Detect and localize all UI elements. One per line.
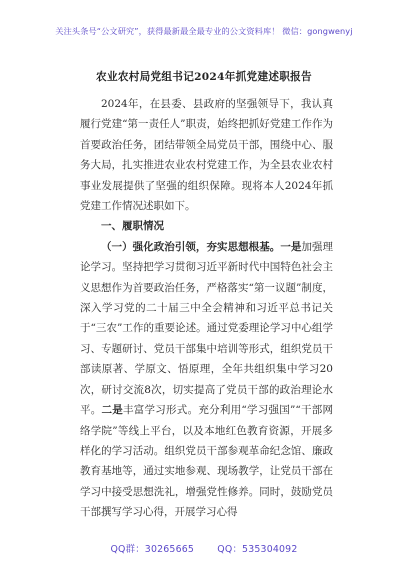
footer-qq-group: QQ群：30265665 <box>110 544 195 555</box>
document-body <box>80 94 333 523</box>
footer-qq: QQ：535304092 <box>217 544 298 555</box>
paragraph-text-1: 加强理论学习。坚持把学习贯彻习近平新时代中国特色社会主义思想作为首要政治任务，严格落实“第一议题”制度，深入学习党的二十届三中全会精神和习近平总书记关于“三农”工作的重要论述。通过党委理论学习中心组学习、专题研讨、党员干部集中培训等形式，组织党员干部读原著、学原文、悟原理，全年共组织集中学习20次，研讨交流8次，切实提高了党员干部的政治理论水平。 <box>80 240 334 417</box>
lead-marker-2: 二是 <box>101 404 124 417</box>
subsection-paragraph <box>80 237 333 523</box>
paragraph-text-2: 丰富学习形式。充分利用“学习强国”“干部网络学院”等线上平台，以及本地红色教育资源，开展多样化的学习活动。组织党员干部参观革命纪念馆、廉政教育基地等，通过实地参观、现场教学，让党员干部在学习中接受思想洗礼，增强党性修养。同时，鼓励党员干部撰写学习心得，开展学习心得 <box>80 404 334 519</box>
intro-paragraph: 2024年，在县委、县政府的坚强领导下，我认真履行党建“第一责任人”职责，始终把抓好党建工作作为首要政治任务，团结带领全局党员干部，围绕中心、服务大局，扎实推进农业农村党建工作，为全县农业农村事业发展提供了坚强的组织保障。现将本人2024年抓党建工作情况述职如下。 <box>80 98 333 213</box>
document-title: 农业农村局党组书记2024年抓党建述职报告 <box>96 71 312 83</box>
lead-marker-1: 一是 <box>280 240 302 253</box>
section-heading: 一、履职情况 <box>101 220 164 233</box>
header-note: 关注头条号“公文研究”，获得最新最全最专业的公文资料库！ 微信：gongwenyj <box>55 26 353 36</box>
footer-contacts <box>0 541 408 555</box>
subsection-heading: （一）强化政治引领，夯实思想根基。 <box>101 240 281 253</box>
